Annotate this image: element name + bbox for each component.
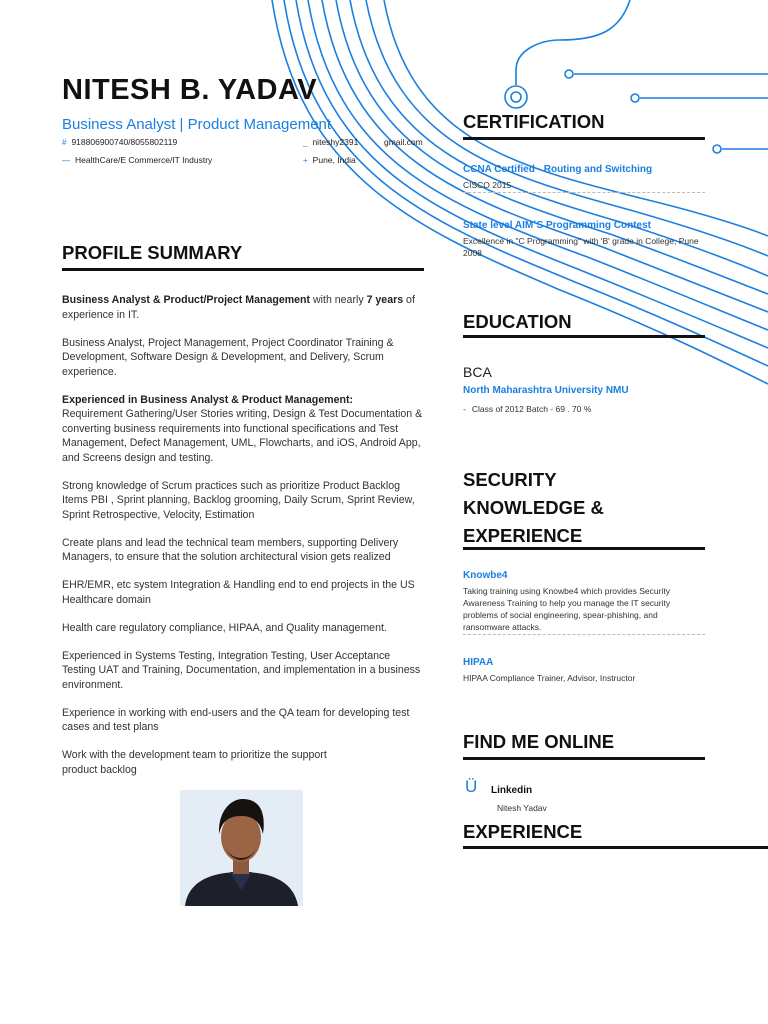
security-rule (463, 547, 705, 550)
experience-rule (463, 846, 768, 849)
email-domain: gmail.com (384, 137, 423, 147)
cert-item-1-sub: CISCO 2015 (463, 180, 512, 190)
security-divider (463, 634, 705, 635)
summary-paragraph-4: Strong knowledge of Scrum practices such as prioritize Product Backlog Items PBI , Sprint planning, Backlog grooming, Daily Scrum, Sprint Review, Sprint Retrospective, Velocity, Estimation (62, 479, 415, 521)
cert-item-2-sub: Excellence in "C Programming" with 'B' grade in College, Pune 2008 (463, 236, 699, 258)
location-contact (303, 155, 356, 165)
education-degree: BCA (463, 364, 492, 380)
security-item-1-sub: Taking training using Knowbe4 which provides Security Awareness Training to help you manage the IT security problems of social engineering, spear-phishing, and ransomware attacks. (463, 586, 671, 632)
certification-title: CERTIFICATION (463, 111, 605, 132)
summary-paragraph-1: Business Analyst & Product/Project Management with nearly 7 years of experience in IT. (62, 294, 415, 321)
candidate-name: NITESH B. YADAV (62, 74, 318, 106)
education-bullet: - (463, 404, 466, 414)
linkedin-icon: Ü (465, 777, 478, 796)
summary-paragraph-2: Business Analyst, Project Management, Project Coordinator Training & Development, Software Design & Development, and Delivery, Scrum experience. (62, 336, 394, 378)
find-me-online-rule (463, 757, 705, 760)
profile-summary-rule (62, 268, 424, 271)
candidate-role: Business Analyst | Product Management (62, 116, 332, 133)
profile-summary-title: PROFILE SUMMARY (62, 242, 243, 263)
summary-paragraph-6: EHR/EMR, etc system Integration & Handling end to end projects in the US Healthcare domain (62, 579, 415, 606)
summary-paragraph-5: Create plans and lead the technical team members, supporting Delivery Managers, to ensure that the solution architectural vision gets realized (62, 536, 399, 563)
industry-contact (62, 155, 212, 165)
email-icon: _ (303, 138, 308, 147)
industry-text: HealthCare/E Commerce/IT Industry (75, 155, 213, 165)
cert-item-2-title: State level AIM`S Programming Contest (463, 220, 651, 231)
linkedin-handle: Nitesh Yadav (497, 803, 547, 813)
phone-contact (62, 137, 177, 147)
security-item-2-title: HIPAA (463, 657, 494, 668)
summary-paragraph-8: Experienced in Systems Testing, Integration Testing, User Acceptance Testing UAT and Training, Documentation, and implementation in a business environment. (62, 649, 421, 691)
security-item-1-title: Knowbe4 (463, 570, 508, 581)
phone-icon: # (62, 138, 67, 147)
phone-number: 918806900740/8055802119 (71, 137, 178, 147)
email-user: niteshy2391 (312, 137, 359, 147)
education-detail (463, 403, 591, 415)
cert-item-1-title: CCNA Certified - Routing and Switching (463, 164, 653, 175)
email-contact[interactable] (303, 137, 358, 147)
education-university: North Maharashtra University NMU (463, 385, 629, 396)
education-rule (463, 335, 705, 338)
security-title: SECURITY KNOWLEDGE & EXPERIENCE (463, 469, 604, 546)
education-title: EDUCATION (463, 311, 572, 332)
summary-paragraph-3: Experienced in Business Analyst & Product Management: Requirement Gathering/User Stories writing, Design & Test Documentation & converting business requirements into functional specifications and Test Management, Defect Management, UML, Flowcharts, and iOS, Android App, and Screens design and testing. (62, 393, 423, 464)
industry-icon: — (62, 156, 70, 165)
profile-summary-body (62, 293, 426, 791)
summary-paragraph-10: Work with the development team to prioritize the support product backlog (62, 749, 327, 776)
education-batch: Class of 2012 Batch - 69 . 70 % (471, 404, 592, 414)
certification-rule (463, 137, 705, 140)
profile-photo (180, 790, 303, 906)
summary-paragraph-7: Health care regulatory compliance, HIPAA, and Quality management. (62, 621, 387, 634)
location-icon: + (303, 156, 308, 165)
experience-title: EXPERIENCE (463, 821, 583, 842)
find-me-online-title: FIND ME ONLINE (463, 731, 615, 752)
summary-paragraph-9: Experience in working with end-users and the QA team for developing test cases and test plans (62, 706, 410, 733)
security-item-2-sub: HIPAA Compliance Trainer, Advisor, Instructor (463, 673, 636, 683)
cert-divider (463, 192, 705, 193)
location-text: Pune, India (312, 155, 356, 165)
linkedin-link[interactable]: Linkedin (491, 785, 533, 796)
person-avatar-icon (180, 790, 303, 906)
